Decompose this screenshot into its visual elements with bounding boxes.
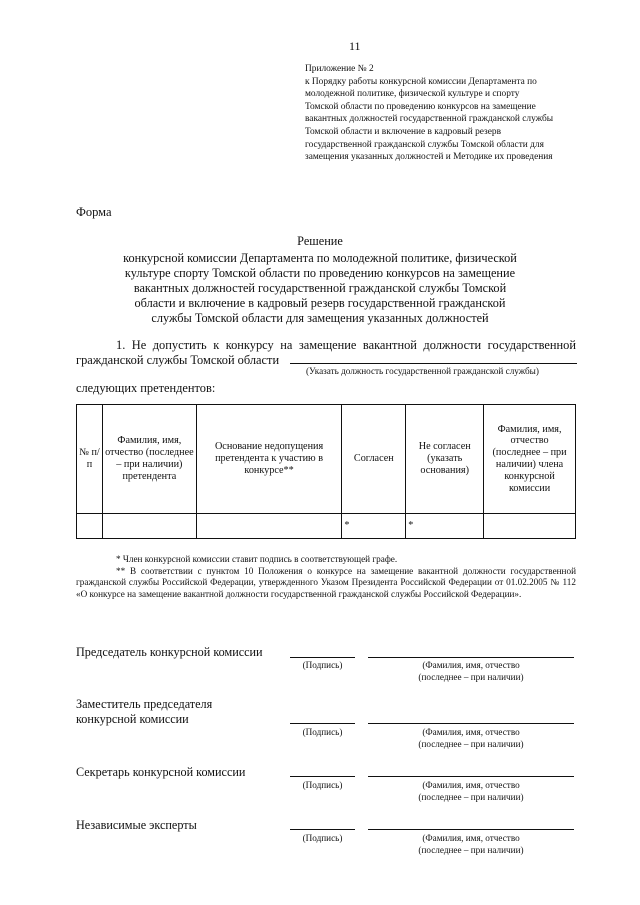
position-fill-line: [290, 363, 577, 364]
name-caption-line-2: (последнее – при наличии): [418, 791, 524, 802]
table-cell: [102, 514, 196, 539]
signature-role: Секретарь конкурсной комиссии: [76, 765, 246, 779]
appendix-line: Томской области и включение в кадровый резерв: [305, 126, 502, 137]
name-caption-line-1: (Фамилия, имя, отчество: [422, 833, 520, 843]
decision-line: конкурсной комиссии Департамента по молодежной политике, физической: [123, 251, 517, 265]
table-row: [77, 514, 576, 539]
appendix-line: Томской области по проведению конкурсов на замещение: [305, 101, 536, 112]
signature-line: [290, 657, 355, 658]
name-caption: [368, 780, 574, 803]
table-cell: *: [342, 514, 406, 539]
signature-caption: (Подпись): [302, 727, 343, 737]
table-cell: *: [406, 514, 484, 539]
name-caption-line-2: (последнее – при наличии): [418, 738, 524, 749]
signature-caption: (Подпись): [302, 833, 343, 843]
decision-title: [100, 234, 540, 326]
name-caption: [368, 660, 574, 683]
decision-line: области и включение в кадровый резерв государственной гражданской: [134, 296, 506, 310]
position-caption: (Указать должность государственной гражданской службы): [306, 366, 539, 376]
footnote: * Член конкурсной комиссии ставит подпись в соответствующей графе.: [116, 554, 398, 564]
name-caption-line-2: (последнее – при наличии): [418, 844, 524, 855]
clause-1-text: 1. Не допустить к конкурсу на замещение вакантной должности государственной гражданской службы Томской области: [76, 338, 576, 367]
name-caption: [368, 727, 574, 750]
header-cell: Согласен: [342, 405, 406, 514]
decision-line: культуре спорту Томской области по проведению конкурсов на замещение: [124, 266, 516, 280]
header-cell: № п/п: [77, 405, 103, 514]
table-cell: [196, 514, 342, 539]
header-cell: Не согласен (указать основания): [406, 405, 484, 514]
form-label: Форма: [76, 205, 112, 219]
name-caption-line-2: (последнее – при наличии): [418, 671, 524, 682]
decision-line: вакантных должностей государственной гражданской службы Томской: [133, 281, 507, 295]
name-line: [368, 776, 574, 777]
signature-line: [290, 723, 355, 724]
footnote: ** В соответствии с пунктом 10 Положения о конкурсе на замещение вакантной должности государственной гражданской службы Российской Федерации, утвержденного Указом Президента Российской Федерации от 01.02.2005 № 112 «О конкурсе на замещение вакантной должности государственной гражданской службы Российской Федерации».: [76, 565, 576, 599]
table-cell: [484, 514, 576, 539]
signature-role: Независимые эксперты: [76, 818, 197, 832]
table-header-row: [77, 405, 576, 514]
name-caption-line-1: (Фамилия, имя, отчество: [422, 727, 520, 737]
name-line: [368, 657, 574, 658]
candidates-table: [76, 404, 576, 539]
decision-heading: Решение: [297, 234, 343, 248]
signature-line: [290, 829, 355, 830]
appendix-line: вакантных должностей государственной гражданской службы: [305, 114, 554, 125]
header-cell: Фамилия, имя, отчество (последнее – при наличии) члена конкурсной комиссии: [484, 405, 576, 514]
name-line: [368, 829, 574, 830]
appendix-line: замещения указанных должностей и Методике их проведения: [305, 152, 553, 163]
name-line: [368, 723, 574, 724]
signature-line: [290, 776, 355, 777]
appendix-line: к Порядку работы конкурсной комиссии Департамента по: [305, 76, 537, 87]
signature-role: Председатель конкурсной комиссии: [76, 645, 263, 659]
clause-1-continuation: следующих претендентов:: [76, 381, 216, 395]
decision-line: службы Томской области для замещения указанных должностей: [151, 311, 489, 325]
header-cell: Основание недопущения претендента к участию в конкурсе**: [196, 405, 342, 514]
appendix-line: Приложение № 2: [305, 64, 374, 74]
name-caption-line-1: (Фамилия, имя, отчество: [422, 660, 520, 670]
header-cell: Фамилия, имя, отчество (последнее – при наличии) претендента: [102, 405, 196, 514]
signature-caption: (Подпись): [302, 780, 343, 790]
signature-caption: (Подпись): [302, 660, 343, 670]
signature-role: Заместитель председателя конкурсной комиссии: [76, 697, 213, 726]
name-caption: [368, 833, 574, 856]
name-caption-line-1: (Фамилия, имя, отчество: [422, 780, 520, 790]
page-number: 11: [349, 39, 361, 53]
table-cell: [77, 514, 103, 539]
appendix-line: молодежной политике, физической культуре и спорту: [305, 89, 520, 100]
footnotes: [76, 554, 576, 600]
appendix-header: [305, 63, 597, 164]
appendix-line: государственной гражданской службы Томской области для: [305, 139, 544, 150]
